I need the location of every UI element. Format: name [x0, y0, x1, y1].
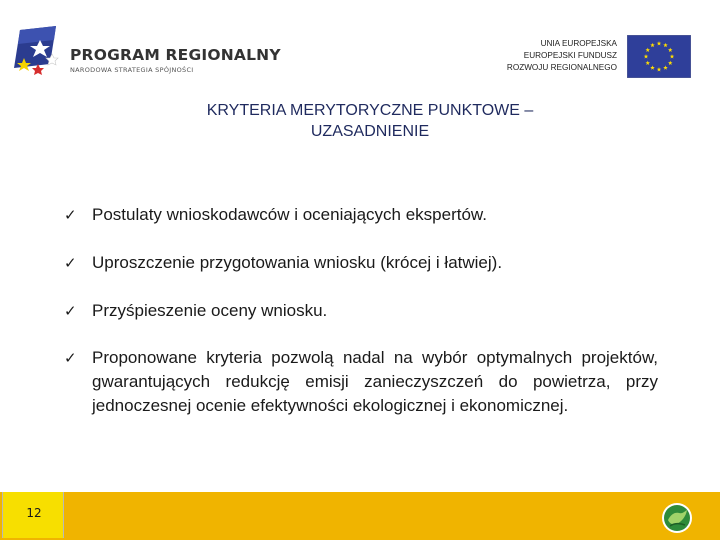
- list-item-text: Postulaty wnioskodawców i oceniających ekspertów.: [92, 205, 487, 224]
- program-logo: [12, 24, 281, 88]
- checkmark-icon: ✓: [64, 254, 77, 272]
- slide-title-line: KRYTERIA MERYTORYCZNE PUNKTOWE –: [206, 102, 534, 119]
- checkmark-icon: ✓: [64, 349, 77, 367]
- eu-line: ROZWOJU REGIONALNEGO: [506, 63, 617, 72]
- eu-line: EUROPEJSKI FUNDUSZ: [523, 51, 617, 60]
- eu-label: [507, 38, 617, 74]
- list-item-text: Proponowane kryteria pozwolą nadal na wybór optymalnych projektów, gwarantujących redukcję emisji zanieczyszczeń do powietrza, przy jednoczesnej ocenie efektywności ekologicznej i ekonomicznej.: [92, 348, 658, 415]
- slide-title: [100, 100, 640, 142]
- list-item-text: Przyśpieszenie oceny wniosku.: [92, 301, 328, 320]
- program-subtitle: NARODOWA STRATEGIA SPÓJNOŚCI: [70, 66, 194, 74]
- checkmark-icon: ✓: [64, 302, 77, 320]
- slide-title-line: UZASADNIENIE: [310, 123, 430, 140]
- checkmark-icon: ✓: [64, 206, 77, 224]
- list-item: [62, 203, 658, 227]
- list-item: [62, 299, 658, 323]
- list-item: [62, 251, 658, 275]
- footer-bar: [0, 492, 720, 540]
- regional-emblem-icon: [661, 502, 693, 534]
- eu-line: UNIA EUROPEJSKA: [540, 39, 617, 48]
- list-item: [62, 346, 658, 418]
- list-item-text: Uproszczenie przygotowania wniosku (krócej i łatwiej).: [92, 253, 503, 272]
- program-title: PROGRAM REGIONALNY: [70, 46, 281, 64]
- page-number-box: [2, 492, 64, 538]
- page-number: 12: [26, 506, 42, 520]
- flag-stars-icon: [12, 24, 68, 88]
- eu-flag-icon: [627, 35, 691, 78]
